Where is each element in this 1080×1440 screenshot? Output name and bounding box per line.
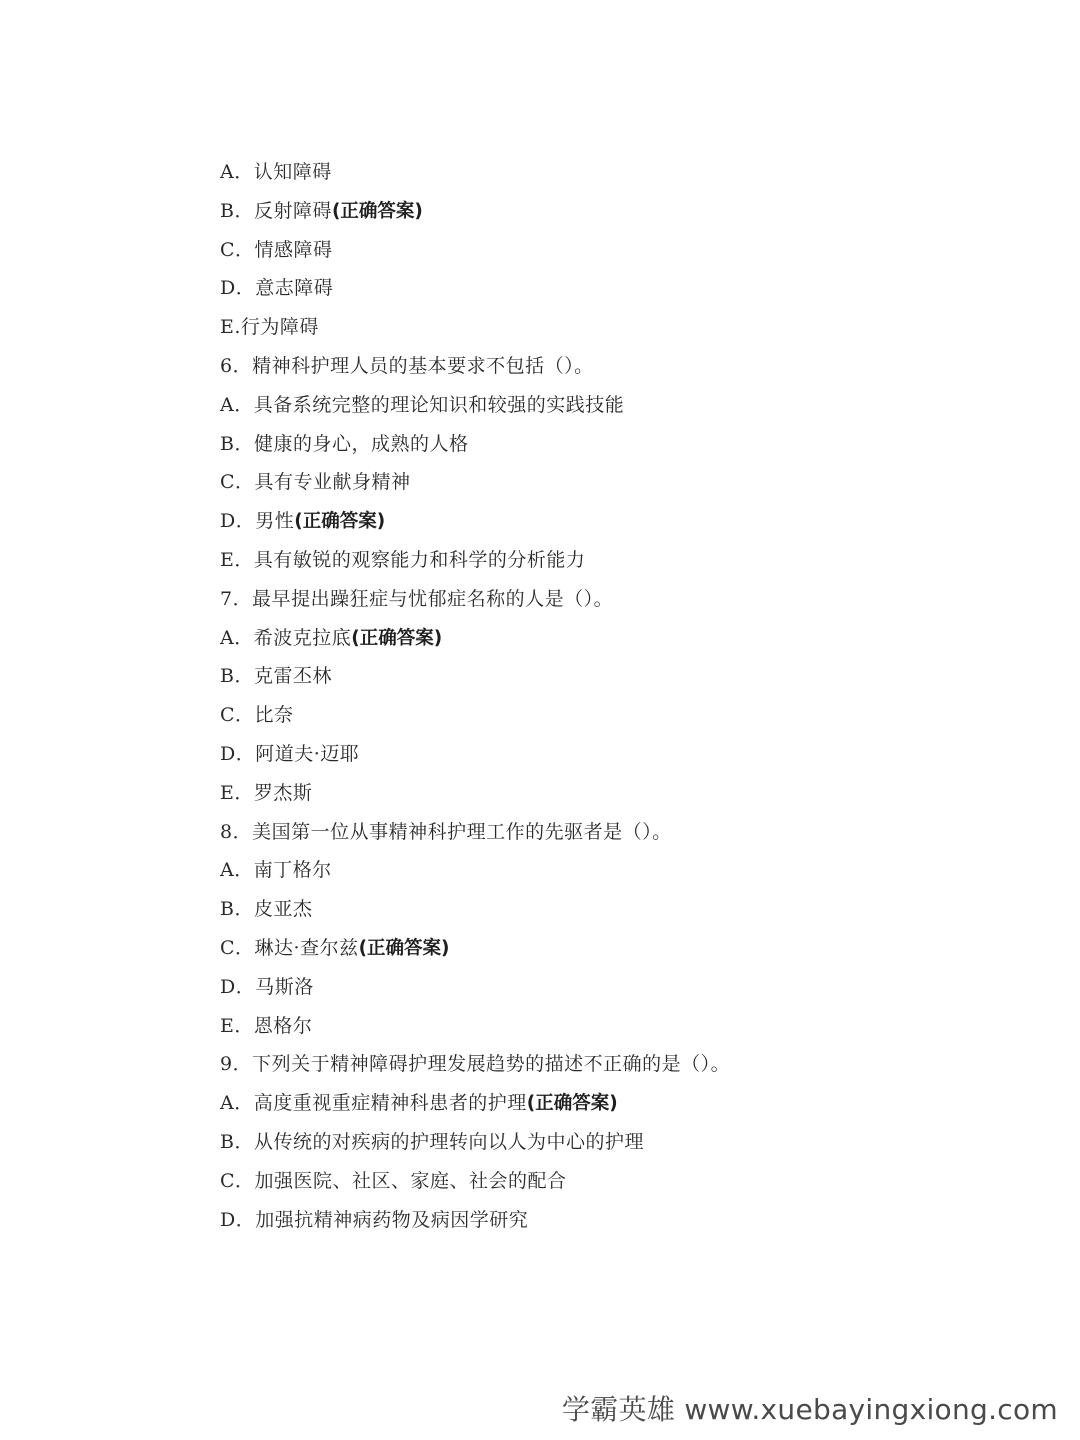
- answer-option: [220, 735, 1020, 774]
- answer-option: [220, 231, 1020, 270]
- line-text: A．具备系统完整的理论知识和较强的实践技能: [220, 393, 625, 416]
- line-text: B．从传统的对疾病的护理转向以人为中心的护理: [220, 1130, 644, 1153]
- answer-option: [220, 1007, 1020, 1046]
- line-text: A．希波克拉底: [220, 626, 352, 649]
- line-text: 8．美国第一位从事精神科护理工作的先驱者是（）。: [220, 820, 672, 843]
- answer-option: [220, 774, 1020, 813]
- line-text: A．认知障碍: [220, 161, 332, 183]
- question-stem: [220, 813, 1020, 852]
- answer-option: [220, 851, 1020, 890]
- question-stem: [220, 580, 1020, 619]
- correct-answer-tag: (正确答案): [358, 937, 450, 959]
- line-text: E．罗杰斯: [220, 781, 313, 804]
- question-list: [220, 153, 1020, 1239]
- line-text: D．意志障碍: [220, 277, 334, 300]
- line-text: C．比奈: [220, 704, 294, 727]
- line-text: E．具有敏锐的观察能力和科学的分析能力: [220, 548, 586, 571]
- answer-option: [220, 541, 1020, 580]
- question-stem: [220, 347, 1020, 386]
- line-text: B．反射障碍: [220, 199, 332, 222]
- line-text: D．马斯洛: [220, 975, 314, 998]
- line-text: B．健康的身心，成熟的人格: [220, 432, 469, 455]
- correct-answer-tag: (正确答案): [526, 1093, 618, 1115]
- line-text: C．情感障碍: [220, 238, 333, 261]
- answer-option: [220, 696, 1020, 735]
- answer-option: [220, 1201, 1020, 1240]
- correct-answer-tag: (正确答案): [294, 511, 386, 533]
- answer-option: [220, 153, 1020, 192]
- answer-option: [220, 657, 1020, 696]
- answer-option: [220, 425, 1020, 464]
- correct-answer-tag: (正确答案): [351, 627, 443, 649]
- line-text: D．阿道夫·迈耶: [220, 742, 360, 765]
- line-text: 6．精神科护理人员的基本要求不包括（）。: [220, 354, 594, 377]
- answer-option: [220, 1084, 1020, 1123]
- answer-option: [220, 386, 1020, 425]
- answer-option: [220, 929, 1020, 968]
- answer-option: [220, 502, 1020, 541]
- answer-option: [220, 619, 1020, 658]
- answer-option: [220, 1123, 1020, 1162]
- correct-answer-tag: (正确答案): [331, 200, 423, 222]
- answer-option: [220, 269, 1020, 308]
- line-text: B．克雷丕林: [220, 665, 332, 688]
- answer-option: [220, 463, 1020, 502]
- answer-option: [220, 308, 1020, 347]
- line-text: D．男性: [220, 510, 295, 533]
- answer-option: [220, 192, 1020, 231]
- line-text: A．南丁格尔: [220, 859, 332, 882]
- line-text: E.行为障碍: [220, 316, 319, 339]
- line-text: 9．下列关于精神障碍护理发展趋势的描述不正确的是（）。: [220, 1053, 731, 1076]
- line-text: B．皮亚杰: [220, 898, 313, 921]
- question-stem: [220, 1045, 1020, 1084]
- answer-option: [220, 1162, 1020, 1201]
- line-text: C．加强医院、社区、家庭、社会的配合: [220, 1169, 567, 1192]
- line-text: E．恩格尔: [220, 1014, 313, 1037]
- line-text: D．加强抗精神病药物及病因学研究: [220, 1208, 529, 1231]
- site-watermark: 学霸英雄 www.xuebayingxiong.com: [561, 1393, 1058, 1426]
- line-text: A．高度重视重症精神科患者的护理: [220, 1092, 527, 1115]
- line-text: C．具有专业献身精神: [220, 471, 411, 494]
- line-text: 7．最早提出躁狂症与忧郁症名称的人是（）。: [220, 587, 614, 610]
- answer-option: [220, 968, 1020, 1007]
- line-text: C．琳达·查尔兹: [220, 936, 359, 959]
- answer-option: [220, 890, 1020, 929]
